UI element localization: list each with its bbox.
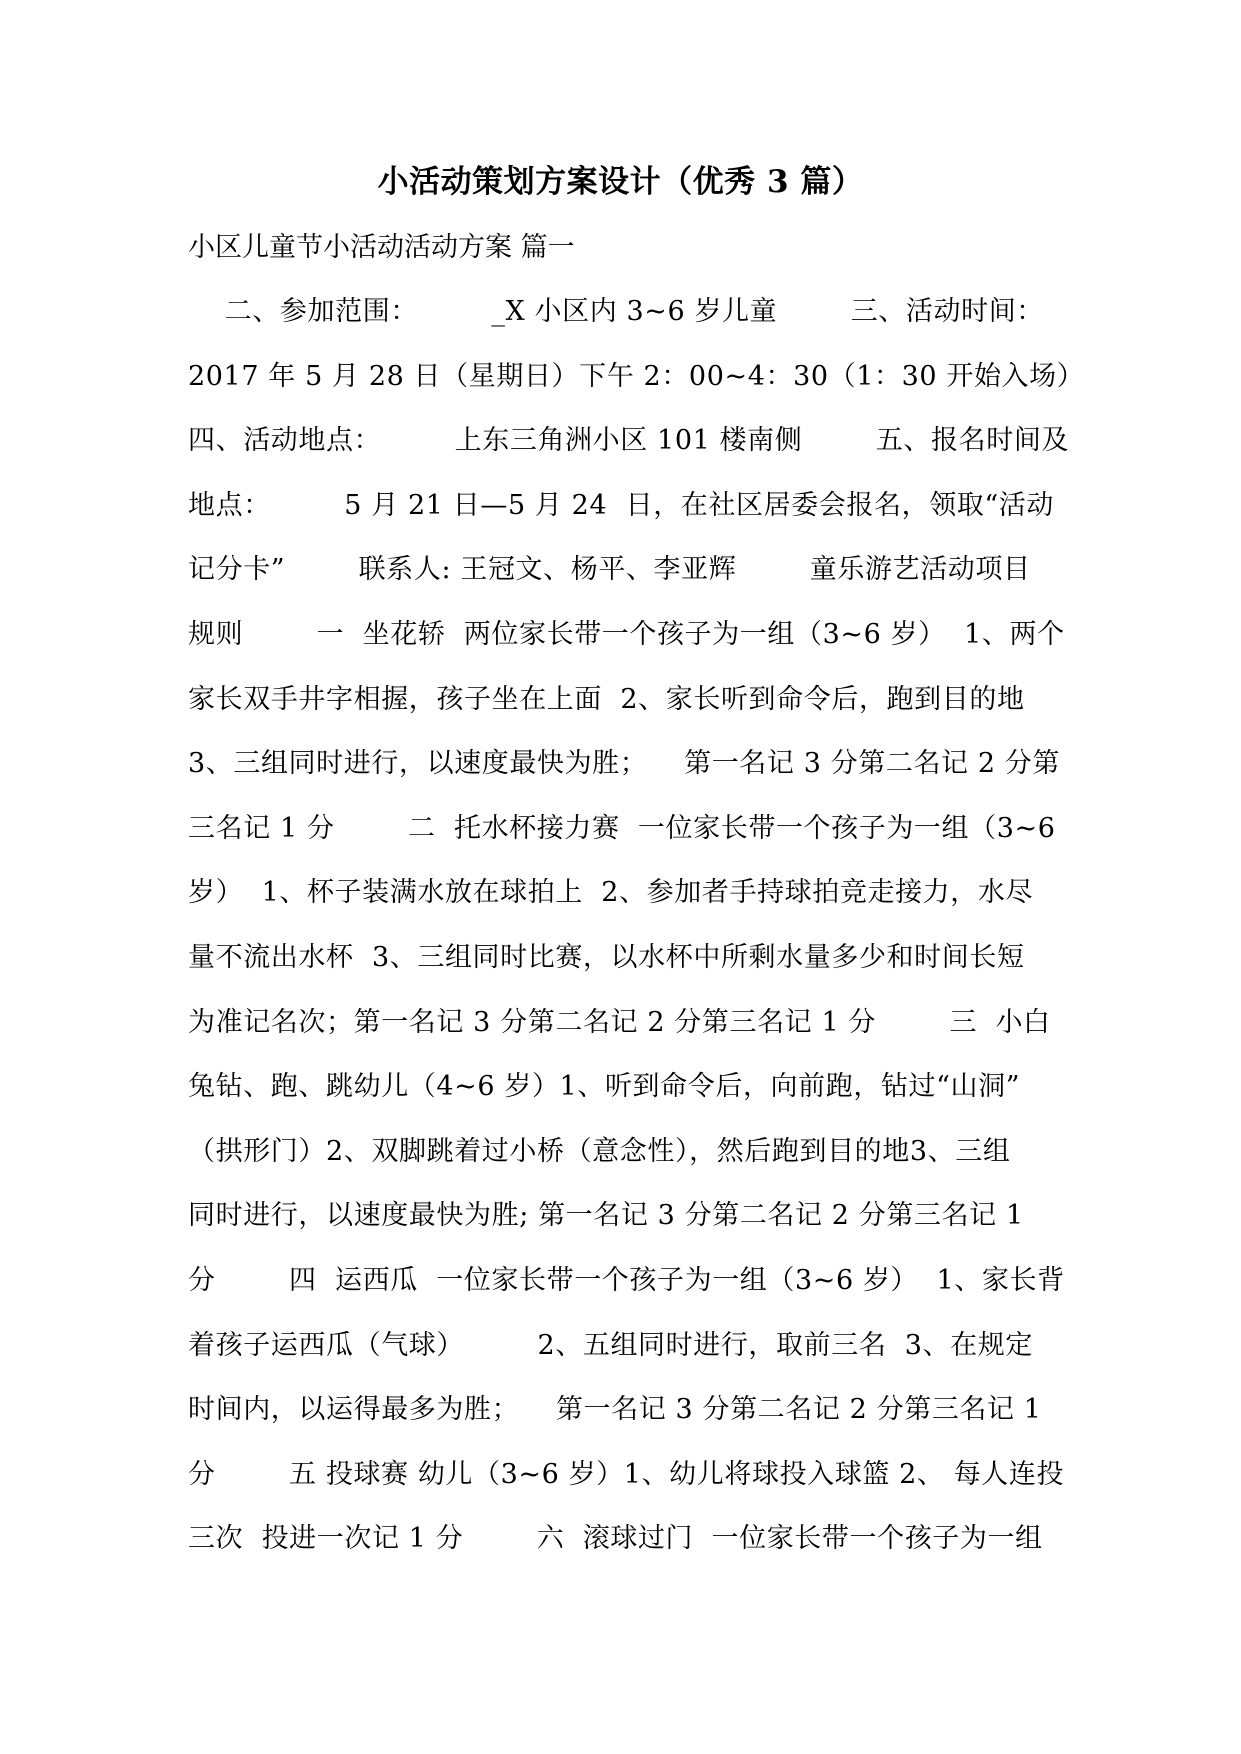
- body-line: 兔钻、跑、跳幼儿（4~6 岁）1、听到命令后，向前跑，钻过“山洞”: [188, 1071, 1021, 1103]
- body-line: 分 五 投球赛 幼儿（3~6 岁）1、幼儿将球投入球篮 2、 每人连投: [188, 1458, 1065, 1490]
- body-text: [188, 292, 1085, 1584]
- body-line: 同时进行，以速度最快为胜; 第一名记 3 分第二名记 2 分第三名记 1: [188, 1200, 1024, 1232]
- body-line: 岁） 1、杯子装满水放在球拍上 2、参加者手持球拍竞走接力，水尽: [188, 877, 1034, 909]
- body-line: 家长双手井字相握，孩子坐在上面 2、家长听到命令后，跑到目的地: [188, 683, 1025, 715]
- body-line: 三名记 1 分 二 托水杯接力赛 一位家长带一个孩子为一组（3~6: [188, 812, 1056, 844]
- body-line: 为准记名次；第一名记 3 分第二名记 2 分第三名记 1 分 三 小白: [188, 1006, 1051, 1038]
- body-line: 着孩子运西瓜（气球） 2、五组同时进行，取前三名 3、在规定: [188, 1329, 1033, 1361]
- body-line: （拱形门）2、双脚跳着过小桥（意念性），然后跑到目的地3、三组: [188, 1135, 1011, 1167]
- body-line: 时间内，以运得最多为胜； 第一名记 3 分第二名记 2 分第三名记 1: [188, 1394, 1042, 1426]
- body-line: 地点： 5 月 21 日—5 月 24 日，在社区居委会报名，领取“活动: [188, 489, 1055, 521]
- body-line: 3、三组同时进行，以速度最快为胜； 第一名记 3 分第二名记 2 分第: [188, 748, 1060, 780]
- body-line: 规则 一 坐花轿 两位家长带一个孩子为一组（3~6 岁） 1、两个: [188, 618, 1065, 650]
- body-line: 三次 投进一次记 1 分 六 滚球过门 一位家长带一个孩子为一组: [188, 1523, 1043, 1555]
- body-line: 四、活动地点： 上东三角洲小区 101 楼南侧 五、报名时间及: [188, 425, 1070, 457]
- body-line: 2017 年 5 月 28 日（星期日）下午 2：00~4：30（1：30 开始入场）: [188, 360, 1085, 392]
- body-line: 量不流出水杯 3、三组同时比赛，以水杯中所剩水量多少和时间长短: [188, 941, 1025, 973]
- section-heading: 小区儿童节小活动活动方案 篇一: [188, 232, 575, 263]
- body-line: 记分卡” 联系人: 王冠文、杨平、李亚辉 童乐游艺活动项目: [188, 554, 1031, 586]
- document-title: 小活动策划方案设计（优秀 3 篇）: [377, 164, 864, 200]
- body-line: 二、参加范围： _X 小区内 3~6 岁儿童 三、活动时间：: [188, 296, 1044, 327]
- body-line: 分 四 运西瓜 一位家长带一个孩子为一组（3~6 岁） 1、家长背: [188, 1264, 1065, 1296]
